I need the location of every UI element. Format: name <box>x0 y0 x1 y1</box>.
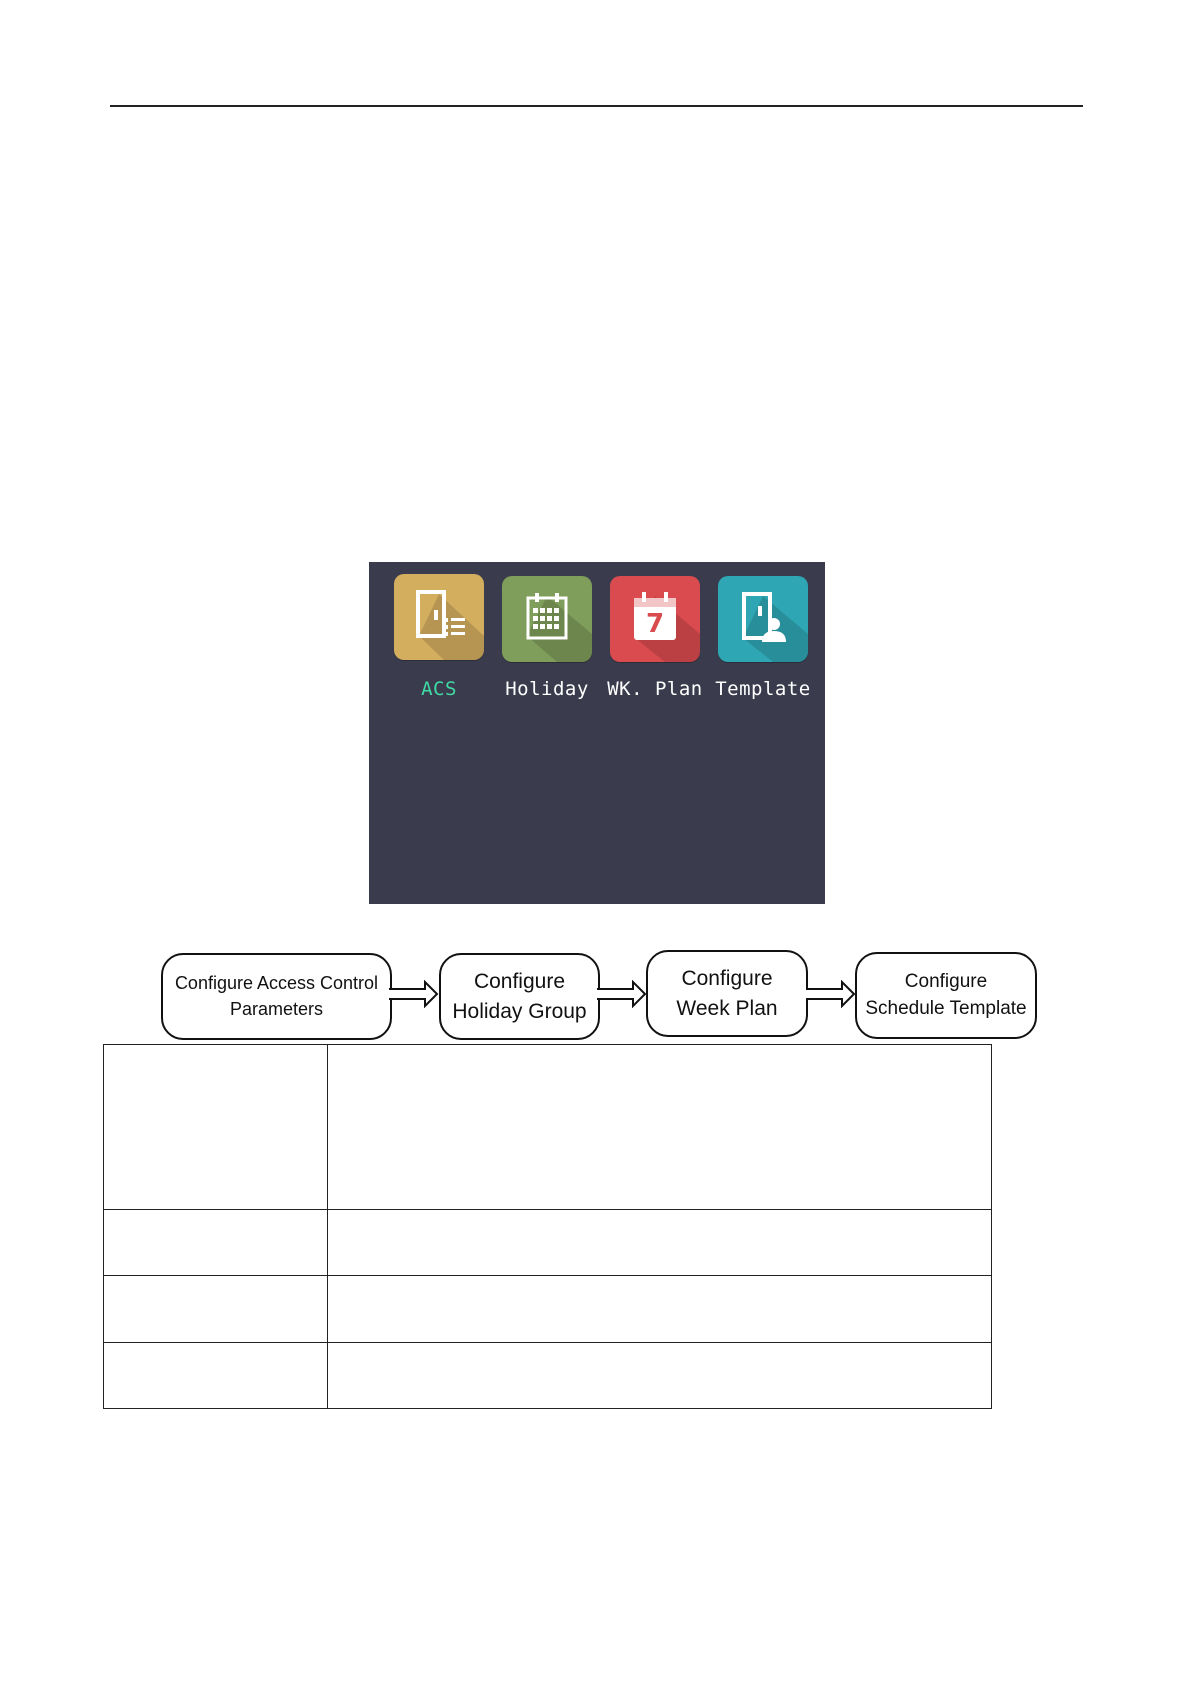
description-table <box>103 1044 992 1409</box>
table-cell <box>328 1343 992 1409</box>
table-cell <box>328 1210 992 1276</box>
calendar-day-number: 7 <box>645 609 665 639</box>
table-row <box>104 1045 992 1210</box>
flow-step-access-control <box>161 953 392 1040</box>
flow-step-line2: Week Plan <box>676 996 778 1020</box>
table-cell <box>104 1276 328 1343</box>
table-row <box>104 1210 992 1276</box>
app-acs[interactable] <box>391 576 487 700</box>
table-row <box>104 1276 992 1343</box>
app-label: ACS <box>421 678 457 700</box>
table-cell <box>104 1045 328 1210</box>
table-cell <box>328 1276 992 1343</box>
device-menu-screen <box>369 562 825 904</box>
flow-arrow <box>389 980 439 1008</box>
flow-step-line1: Configure Access Control <box>174 973 379 994</box>
flow-step-week-plan <box>646 950 808 1037</box>
table-cell <box>328 1045 992 1210</box>
app-label: Template <box>715 678 811 700</box>
flow-step-schedule-template <box>855 952 1037 1039</box>
flow-step-line1: Configure <box>681 967 773 991</box>
app-wk-plan[interactable] <box>607 576 703 700</box>
calendar-7-icon <box>610 576 700 662</box>
app-label: Holiday <box>505 678 589 700</box>
flow-step-line1: Configure <box>473 970 566 994</box>
table-row <box>104 1343 992 1409</box>
table-cell <box>104 1210 328 1276</box>
flow-arrow <box>806 980 856 1008</box>
access-control-icon <box>394 574 484 660</box>
app-label: WK. Plan <box>607 678 703 700</box>
app-template[interactable] <box>715 576 811 700</box>
calendar-grid-icon <box>502 576 592 662</box>
flow-arrow <box>597 980 647 1008</box>
header-rule <box>110 105 1083 107</box>
table-cell <box>104 1343 328 1409</box>
flow-step-line2: Schedule Template <box>865 997 1027 1019</box>
flow-step-holiday-group <box>439 953 600 1040</box>
door-person-icon <box>718 576 808 662</box>
flow-step-line2: Holiday Group <box>452 999 587 1023</box>
flow-step-line1: Configure <box>904 970 988 992</box>
flow-step-line2: Parameters <box>229 998 324 1019</box>
app-holiday[interactable] <box>499 576 595 700</box>
